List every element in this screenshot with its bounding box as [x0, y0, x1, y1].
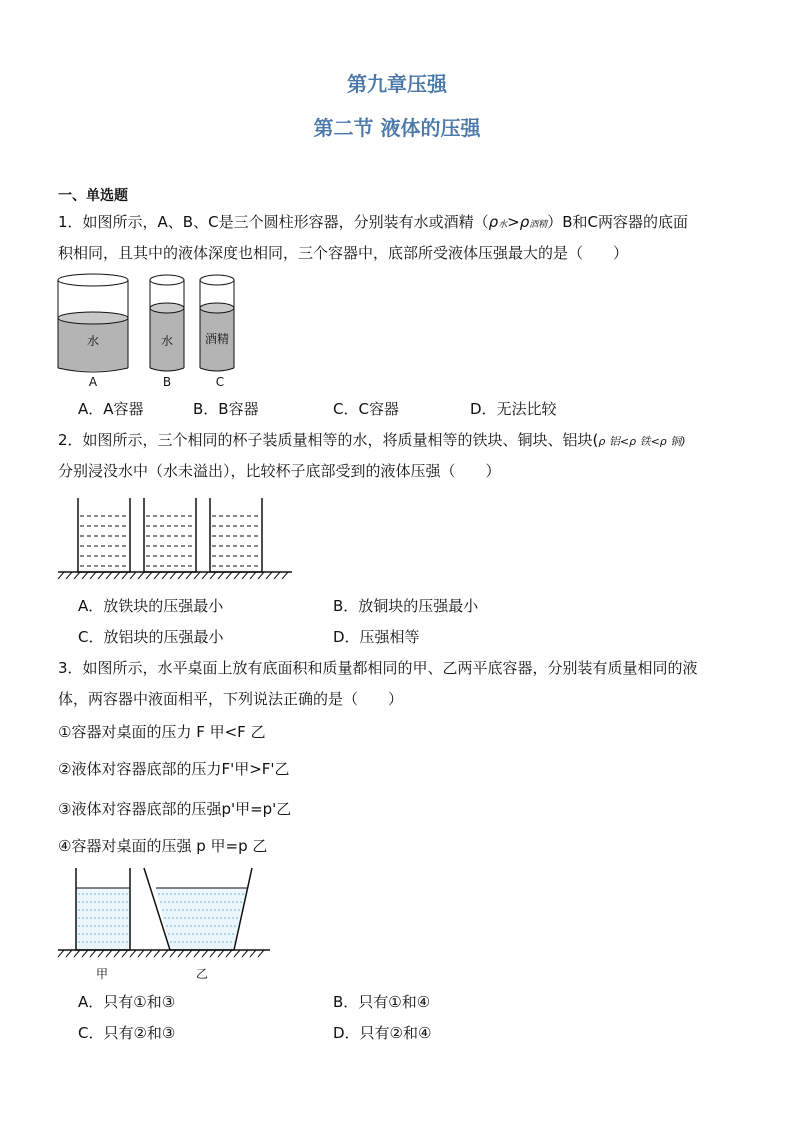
container-b-rim: [150, 275, 184, 285]
q1-option-d[interactable]: D．无法比较: [470, 400, 557, 418]
container-c-label: C: [215, 375, 225, 389]
water-lines: [80, 516, 260, 566]
container-b-label: B: [162, 375, 172, 389]
q3-statement-1: ①容器对桌面的压力 F 甲<F 乙: [58, 723, 266, 741]
q3-statement-2: ②液体对容器底部的压力F'甲>F'乙: [58, 760, 290, 778]
rho-symbol: ρ: [488, 213, 499, 231]
q3-statement-4: ④容器对桌面的压强 p 甲=p 乙: [58, 837, 268, 855]
q1-option-a[interactable]: A．A容器: [78, 400, 144, 418]
jia-label: 甲: [95, 967, 109, 981]
subscript-alcohol: 酒精: [529, 220, 548, 230]
q1-option-c[interactable]: C．C容器: [333, 400, 399, 418]
q2-text-line1: [58, 430, 686, 452]
q1-container-figure: [54, 270, 254, 392]
q2-option-b[interactable]: B．放铜块的压强最小: [333, 597, 479, 615]
question-type-heading: 一、单选题: [58, 188, 128, 204]
chapter-title: 第九章压强: [347, 72, 447, 96]
q1-text-part: ）B和C两容器的底面: [547, 213, 689, 231]
subscript-water: 水: [498, 220, 508, 230]
q3-text-line1: 3．如图所示，水平桌面上放有底面积和质量都相同的甲、乙两平底容器，分别装有质量相同的液: [58, 659, 698, 677]
q1-text-line2: 积相同，且其中的液体深度也相同，三个容器中，底部所受液体压强最大的是（ ）: [58, 244, 629, 262]
rho-symbol: ρ: [519, 213, 530, 231]
jia-liquid: [76, 888, 130, 950]
q3-option-d[interactable]: D．只有②和④: [333, 1024, 432, 1042]
q2-density-relation: ρ 铝<ρ 铁<ρ 铜): [598, 435, 686, 448]
yi-liquid: [156, 888, 248, 950]
q2-option-a[interactable]: A．放铁块的压强最小: [78, 597, 224, 615]
container-b-liquid-label: 水: [160, 334, 174, 348]
section-title: 第二节 液体的压强: [313, 116, 481, 140]
q1-text-line1: [58, 212, 688, 235]
q2-option-c[interactable]: C．放铝块的压强最小: [78, 628, 224, 646]
container-c-rim: [200, 275, 234, 285]
q3-option-a[interactable]: A．只有①和③: [78, 993, 176, 1011]
container-a-rim: [58, 274, 128, 286]
q3-statement-3: ③液体对容器底部的压强p'甲=p'乙: [58, 800, 292, 818]
greater-than: >: [507, 213, 520, 231]
container-a-liquid-label: 水: [86, 334, 100, 348]
container-a-surface: [58, 312, 128, 324]
q1-option-b[interactable]: B．B容器: [193, 400, 259, 418]
q3-text-line2: 体，两容器中液面相平，下列说法正确的是（ ）: [58, 690, 404, 708]
q2-cups-figure: [56, 492, 296, 580]
q3-option-c[interactable]: C．只有②和③: [78, 1024, 176, 1042]
container-a-label: A: [88, 375, 98, 389]
q2-text-line2: 分别浸没水中（水未溢出），比较杯子底部受到的液体压强（ ）: [58, 462, 501, 480]
q3-containers-figure: [56, 864, 276, 984]
q1-text-part: 1．如图所示，A、B、C是三个圆柱形容器，分别装有水或酒精（: [58, 213, 489, 231]
q2-option-d[interactable]: D．压强相等: [333, 628, 420, 646]
container-c-liquid-label: 酒精: [204, 332, 230, 346]
q2-text-part: 2．如图所示，三个相同的杯子装质量相等的水，将质量相等的铁块、铜块、铝块(: [58, 431, 599, 449]
q3-option-b[interactable]: B．只有①和④: [333, 993, 431, 1011]
container-b-surface: [150, 303, 184, 313]
ground-hatch: [58, 572, 288, 579]
yi-label: 乙: [195, 967, 209, 981]
container-c-surface: [200, 303, 234, 313]
